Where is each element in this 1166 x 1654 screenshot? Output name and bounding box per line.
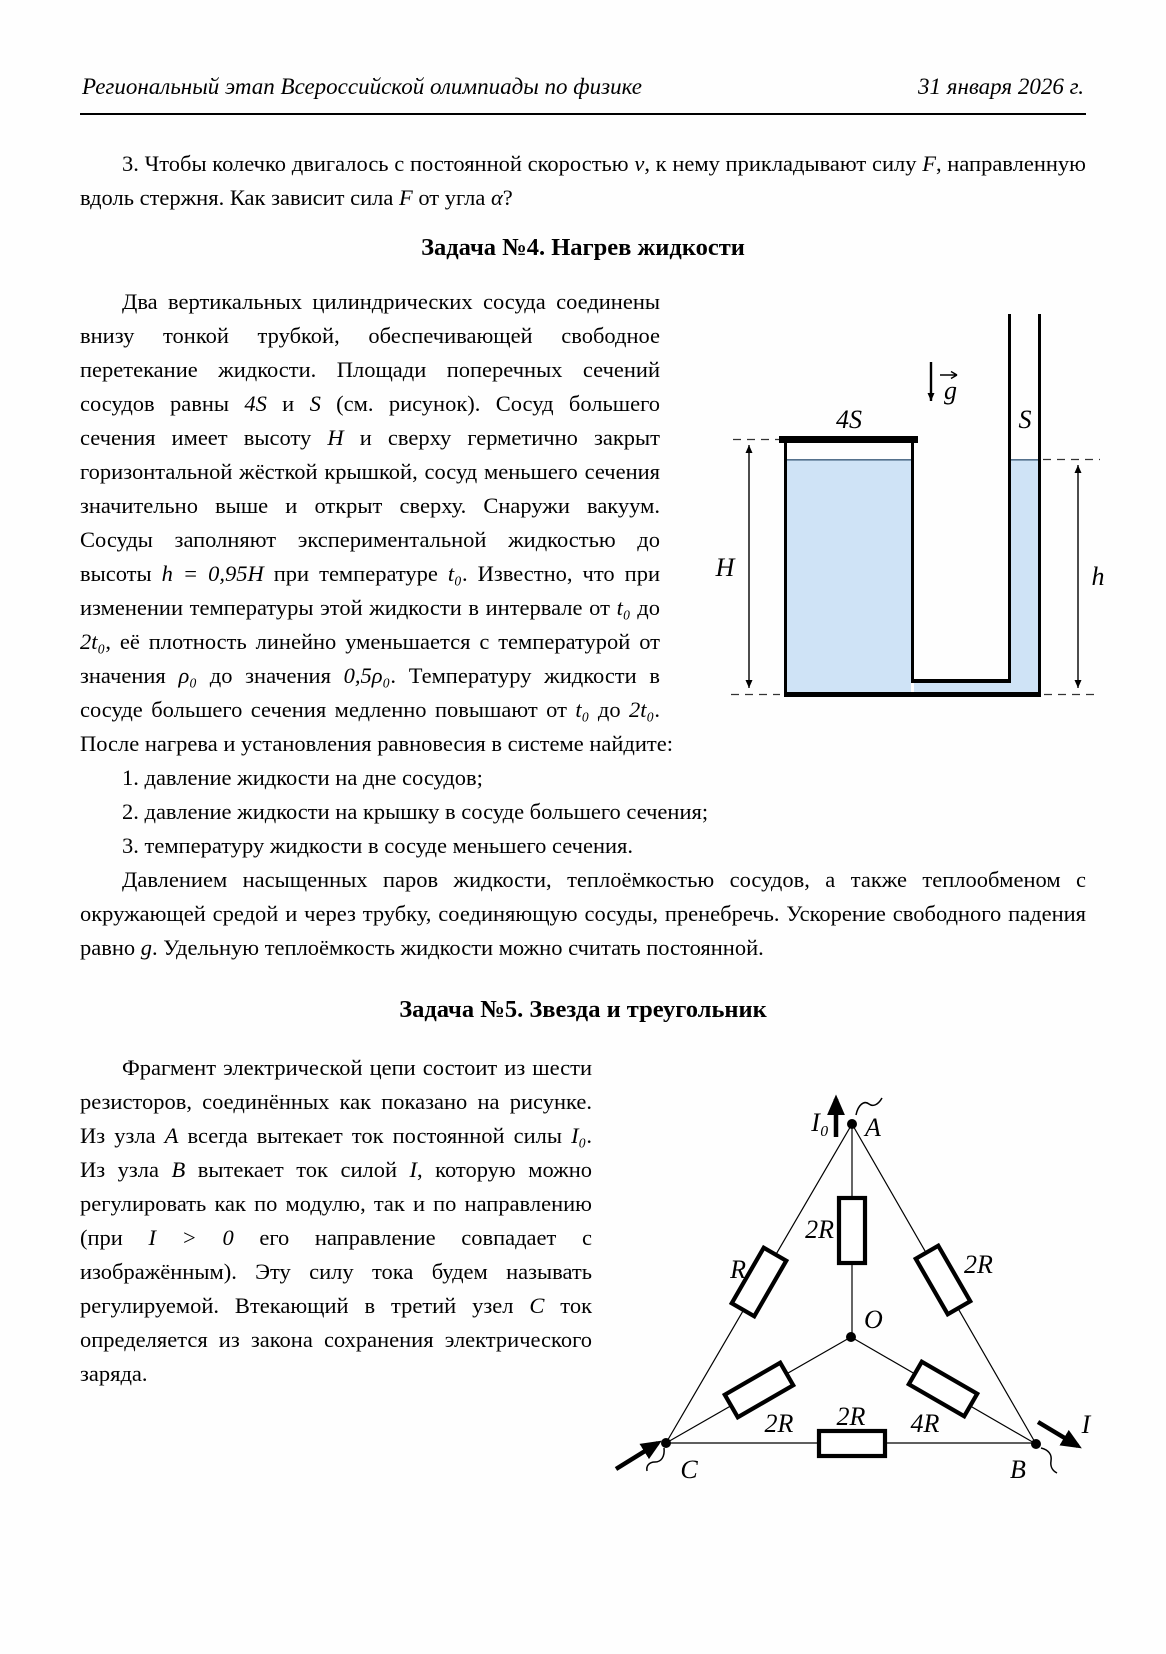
wide-vessel-cap (779, 436, 918, 443)
math-var: A (164, 1123, 179, 1148)
text-segment: , к нему прикладывают силу (644, 151, 923, 176)
label-node-b: B (1010, 1455, 1026, 1484)
label-node-a: A (865, 1113, 881, 1142)
connecting-tube-top-wall (911, 679, 1011, 683)
text-segment: (см. рисунок). Сосуд большего сечения имеет высоту (80, 391, 660, 450)
math-var: 0,5ρ₀ (343, 663, 391, 688)
label-node-o: O (864, 1305, 883, 1334)
header-title: Региональный этап Всероссийской олимпиады по физике (82, 74, 642, 99)
resistor-c-b (819, 1431, 885, 1456)
vessels-figure (676, 287, 1120, 712)
text-segment: и сверху герметично закрыт горизонтальной жёсткой крышкой, сосуд меньшего сечения значительно выше и открыт сверху. Снаружи вакуум. Сосуды заполняют экспериментальной жидкостью до высоты (80, 425, 660, 586)
finding-item-2: 2. давление жидкости на крышку в сосуде большего сечения; (122, 799, 709, 824)
math-var: F (398, 185, 413, 210)
problem-5-heading: Задача №5. Звезда и треугольник (399, 996, 767, 1023)
text-segment: Два вертикальных цилиндрических сосуда соединены внизу тонкой трубкой, обеспечивающей свободное перетекание жидкости. Площади поперечных сечений сосудов равны (80, 289, 660, 416)
math-var: H (327, 425, 344, 450)
resistor-a-o (839, 1198, 865, 1263)
squiggle-b (1041, 1448, 1057, 1473)
text-segment: от угла (412, 185, 491, 210)
current-into-c-arrow-icon (616, 1443, 658, 1469)
circuit-wires (666, 1124, 1036, 1444)
text-segment: , направленную вдоль стержня. Как зависит сила (80, 151, 1086, 210)
math-var: I₀ (571, 1123, 587, 1148)
label-resistor-ob: 4R (910, 1409, 940, 1438)
current-i-arrow-icon (1038, 1422, 1078, 1446)
math-var: S (309, 391, 321, 416)
text-segment: Фрагмент электрической цепи состоит из шести резисторов, соединённых как показано на рисунке. Из узла (80, 1055, 592, 1148)
math-var: 2t₀ (629, 697, 655, 722)
text-segment: и (266, 391, 310, 416)
text-segment: . Температуру жидкости в сосуде большего сечения медленно повышают от (80, 663, 660, 722)
text-segment: до (589, 697, 630, 722)
math-var: I (409, 1157, 418, 1182)
math-var: α (490, 185, 503, 210)
resistor-a-b (916, 1246, 971, 1314)
math-var: h = 0,95H (161, 561, 264, 586)
page-header (80, 70, 1086, 115)
gravity-label: g (944, 376, 957, 405)
label-resistor-ab: 2R (964, 1250, 993, 1279)
vessels-figure-svg (676, 287, 1120, 712)
math-var: B (171, 1157, 186, 1182)
text-segment: 3. Чтобы колечко двигалось с постоянной скоростью (122, 151, 635, 176)
text-segment: . Удельную теплоёмкость жидкости можно считать постоянной. (152, 935, 764, 960)
problem-4-note (80, 863, 1086, 965)
math-var: v (634, 151, 645, 176)
label-node-c: C (680, 1455, 698, 1484)
label-resistor-cb: 2R (836, 1402, 866, 1431)
text-segment: при температуре (263, 561, 448, 586)
label-resistor-ao: 2R (805, 1215, 834, 1244)
text-segment: до (630, 595, 660, 620)
squiggle-c (647, 1448, 664, 1471)
label-area-4s: 4S (836, 405, 862, 434)
narrow-tube-right-wall (1038, 314, 1041, 692)
text-segment: , её плотность линейно уменьшается с температурой от значения (80, 629, 660, 688)
math-var: 4S (244, 391, 267, 416)
math-var: ρ₀ (178, 663, 198, 688)
text-segment: его направление совпадает с изображённым). Эту силу тока будем называть регулируемой. Втекающий в третий узел (80, 1225, 592, 1318)
label-current-i0: I₀ (811, 1108, 829, 1137)
text-segment: . Из узла (80, 1123, 593, 1182)
narrow-tube-left-wall (1008, 314, 1011, 683)
math-var: t₀ (575, 697, 590, 722)
wide-vessel-left-wall (784, 443, 787, 692)
text-segment: до значения (197, 663, 344, 688)
item-3-paragraph (80, 147, 1086, 215)
node-c-dot (661, 1438, 671, 1448)
label-resistor-oc: 2R (764, 1409, 794, 1438)
circuit-figure (606, 1045, 1126, 1520)
math-var: g (140, 935, 153, 960)
text-segment: . После нагрева и установления равновесия в системе найдите: (80, 697, 673, 756)
text-segment: вытекает ток силой (185, 1157, 410, 1182)
label-height-h: h (1091, 562, 1105, 591)
vessel-bottom-wall (784, 692, 1041, 697)
label-resistor-ac: R (730, 1255, 746, 1284)
finding-item-1: 1. давление жидкости на дне сосудов; (122, 765, 483, 790)
header-date: 31 января 2026 г. (918, 74, 1084, 99)
label-area-s: S (1018, 405, 1032, 434)
node-o-dot (846, 1332, 856, 1342)
label-height-H: H (715, 553, 735, 582)
node-a-dot (847, 1119, 857, 1129)
text-segment: всегда вытекает ток постоянной силы (178, 1123, 572, 1148)
text-segment: Давлением насыщенных паров жидкости, теплоёмкостью сосудов, а также теплообменом с окружающей средой и через трубку, соединяющую сосуды, пренебречь. Ускорение свободного падения равно (80, 867, 1086, 960)
wide-vessel-inner-wall (911, 443, 914, 679)
math-var: t₀ (447, 561, 462, 586)
node-b-dot (1031, 1439, 1041, 1449)
text-segment: . Известно, что при изменении температуры этой жидкости в интервале от (80, 561, 660, 620)
circuit-figure-svg (606, 1045, 1126, 1520)
math-var: t₀ (616, 595, 631, 620)
text-segment: ? (502, 185, 513, 210)
finding-item-3: 3. температуру жидкости в сосуде меньшего сечения. (122, 833, 634, 858)
math-var: F (922, 151, 936, 176)
label-current-i: I (1081, 1410, 1091, 1439)
problem-4-heading: Задача №4. Нагрев жидкости (421, 234, 745, 261)
math-var: C (529, 1293, 545, 1318)
math-var: 2t₀ (80, 629, 106, 654)
text-segment: , которую можно регулировать как по модулю, так и по направлению (при (80, 1157, 592, 1250)
text-segment: ток определяется из закона сохранения электрического заряда. (80, 1293, 593, 1386)
math-var: I > 0 (148, 1225, 234, 1250)
circuit-nodes (661, 1119, 1041, 1449)
